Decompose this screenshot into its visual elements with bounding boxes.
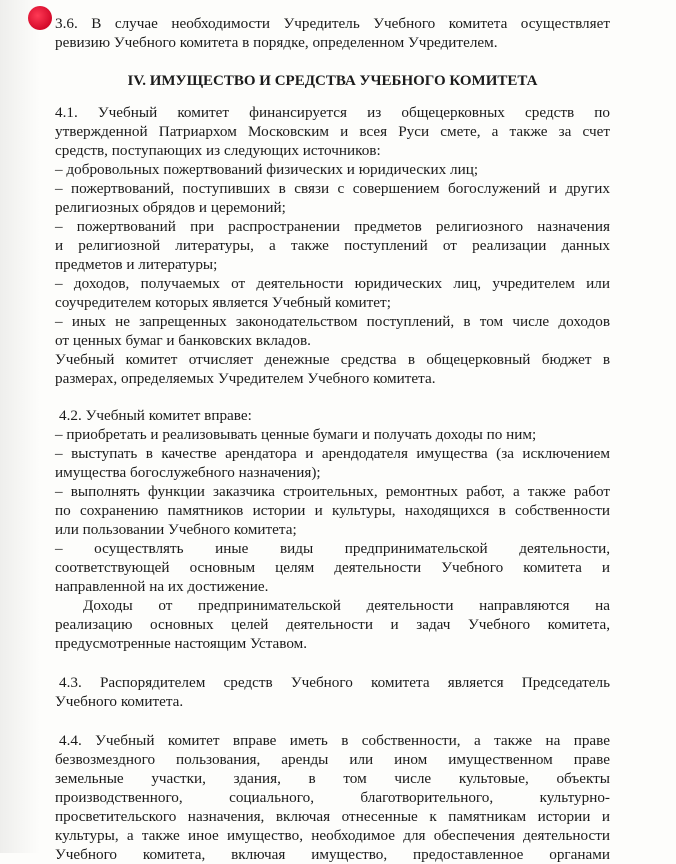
s41-line: от ценных бумаг и банковских вкладов. xyxy=(55,332,311,349)
s44-line: просветительского назначения, включая отнесенные к памятникам истории и xyxy=(55,808,610,825)
s41-line: – пожертвований при распространении предметов религиозного назначения xyxy=(55,218,610,235)
s44-line: безвозмездного пользования, аренды или ином имущественном праве xyxy=(55,751,610,768)
s41-line: – пожертвований, поступивших в связи с совершением богослужений и других xyxy=(55,180,610,197)
s42-line: – выступать в качестве арендатора и арендодателя имущества (за исключением xyxy=(55,445,610,462)
s42-line: реализацию основных целей деятельности и задач Учебного комитета, xyxy=(55,616,610,633)
s41-line: – добровольных пожертвований физических и юридических лиц; xyxy=(55,161,479,178)
s44-line: культуры, а также иное имущество, необходимое для обеспечения деятельности xyxy=(55,827,610,844)
s42-line: Доходы от предпринимательской деятельности направляются на xyxy=(83,597,610,614)
s44-line: производственного, социального, благотворительного, культурно- xyxy=(55,789,610,806)
s41-line: религиозных обрядов и церемоний; xyxy=(55,199,286,216)
s42-line: – приобретать и реализовывать ценные бумаги и получать доходы по ним; xyxy=(55,426,537,443)
s42-line: направленной на их достижение. xyxy=(55,578,269,595)
s44-line: Учебного комитета, включая имущество, предоставленное органами xyxy=(55,846,610,863)
s42-line: или пользовании Учебного комитета; xyxy=(55,521,297,538)
s41-line: – иных не запрещенных законодательством поступлений, в том числе доходов xyxy=(55,313,610,330)
s41-line: средств, поступающих из следующих источников: xyxy=(55,142,381,159)
s41-line: предметов и литературы; xyxy=(55,256,218,273)
s41-line: и религиозной литературы, а также поступлений от реализации данных xyxy=(55,237,610,254)
s41-line: соучредителем которых является Учебный комитет; xyxy=(55,294,391,311)
s41-line: 4.1. Учебный комитет финансируется из общецерковных средств по xyxy=(55,104,610,121)
s42-line: – осуществлять иные виды предпринимательской деятельности, xyxy=(55,540,610,557)
s41-line: Учебный комитет отчисляет денежные средства в общецерковный бюджет в xyxy=(55,351,610,368)
s44-line: земельные участки, здания, в том числе культовые, объекты xyxy=(55,770,610,787)
s42-line: – выполнять функции заказчика строительных, ремонтных работ, а также работ xyxy=(55,483,610,500)
s42-line: по сохранению памятников истории и культуры, находящихся в собственности xyxy=(55,502,610,519)
page-edge-shadow xyxy=(0,0,40,853)
s42-line: предусмотренные настоящим Уставом. xyxy=(55,635,308,652)
s42-line: соответствующей основным целям деятельности Учебного комитета и xyxy=(55,559,610,576)
s42-line: имущества богослужебного назначения); xyxy=(55,464,321,481)
red-mark xyxy=(28,6,52,30)
document-page xyxy=(55,0,610,864)
section-3-6-line-2: ревизию Учебного комитета в порядке, определенном Учредителем. xyxy=(55,34,498,51)
s43-line-2: Учебного комитета. xyxy=(55,693,184,710)
s43-line-1: 4.3. Распорядителем средств Учебного комитета является Председатель xyxy=(59,674,610,691)
s44-line: 4.4. Учебный комитет вправе иметь в собственности, а также на праве xyxy=(59,732,610,749)
s42-line: 4.2. Учебный комитет вправе: xyxy=(59,407,252,424)
s41-line: утвержденной Патриархом Московским и всея Руси смете, а также за счет xyxy=(55,123,610,140)
section-3-6-line-1: 3.6. В случае необходимости Учредитель Учебного комитета осуществляет xyxy=(55,15,610,32)
s41-line: – доходов, получаемых от деятельности юридических лиц, учредителем или xyxy=(55,275,610,292)
s41-line: размерах, определяемых Учредителем Учебного комитета. xyxy=(55,370,436,387)
section-4-title: IV. ИМУЩЕСТВО И СРЕДСТВА УЧЕБНОГО КОМИТЕТА xyxy=(127,73,538,89)
